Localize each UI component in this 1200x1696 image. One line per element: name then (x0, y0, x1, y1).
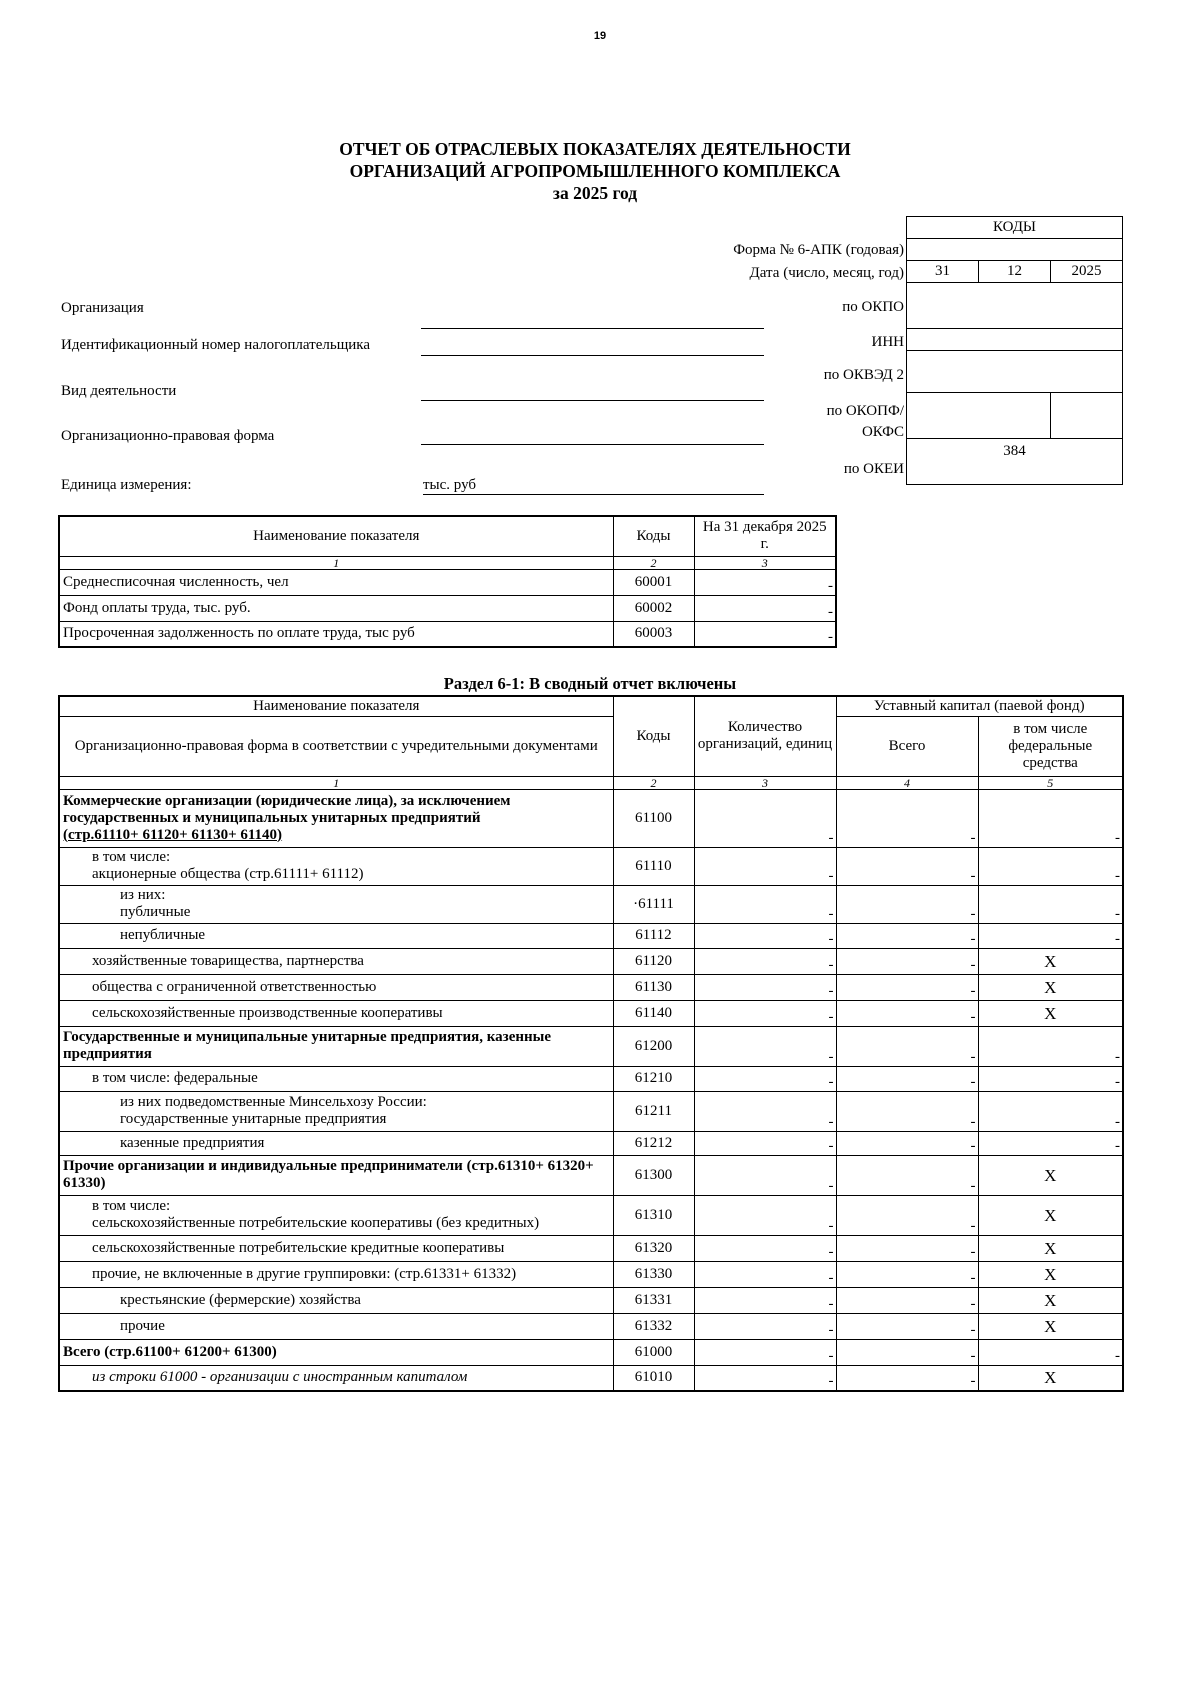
date-label: Дата (число, месяц, год) (749, 265, 904, 281)
row-count: - (694, 1091, 836, 1131)
t2-head-capital: Уставный капитал (паевой фонд) (836, 696, 1123, 716)
row-name-main: в том числе: (92, 1198, 171, 1214)
row-federal: - (978, 1339, 1123, 1365)
inn-label: ИНН (871, 334, 904, 350)
row-name (59, 789, 613, 847)
t2-colnum: 1 (59, 776, 613, 789)
okopf-label: по ОКОПФ/ (826, 403, 904, 419)
row-code: 61211 (613, 1091, 694, 1131)
okei-code-cell: 384 (907, 439, 1123, 485)
row-total: - (836, 1155, 978, 1195)
row-federal: - (978, 847, 1123, 885)
t2-head-name-top: Наименование показателя (59, 696, 613, 716)
t1-colnum: 1 (59, 556, 613, 569)
table-row (59, 885, 1123, 923)
report-title (200, 138, 990, 204)
row-name (59, 1091, 613, 1131)
table-row (59, 1365, 1123, 1391)
row-federal: X (978, 1365, 1123, 1391)
row-name: Среднесписочная численность, чел (59, 569, 613, 595)
table-row (59, 1000, 1123, 1026)
okpo-code-cell (907, 283, 1123, 329)
row-count: - (694, 1026, 836, 1066)
activity-label: Вид деятельности (61, 383, 177, 399)
row-total: - (836, 789, 978, 847)
codes-table (906, 216, 1123, 485)
table-row (59, 1026, 1123, 1066)
row-name: общества с ограниченной ответственностью (59, 974, 613, 1000)
okfs-code-cell (1051, 393, 1123, 439)
row-code: 61130 (613, 974, 694, 1000)
unit-value: тыс. руб (423, 477, 764, 495)
row-federal: - (978, 885, 1123, 923)
okfs-label: ОКФС (861, 424, 904, 440)
row-name: Просроченная задолженность по оплате труда, тыс руб (59, 621, 613, 647)
codes-header: КОДЫ (907, 217, 1123, 239)
title-line-1: ОТЧЕТ ОБ ОТРАСЛЕВЫХ ПОКАЗАТЕЛЯХ ДЕЯТЕЛЬНОСТИ (339, 139, 851, 159)
table-row (59, 1235, 1123, 1261)
row-count: - (694, 974, 836, 1000)
organization-line (421, 328, 764, 329)
row-code: 60002 (613, 595, 694, 621)
t1-head-name: Наименование показателя (59, 516, 613, 556)
row-federal: - (978, 1026, 1123, 1066)
row-name: прочие (59, 1313, 613, 1339)
row-code: 61110 (613, 847, 694, 885)
row-code: 61120 (613, 948, 694, 974)
row-name: сельскохозяйственные производственные кооперативы (59, 1000, 613, 1026)
row-name-main: из них: (120, 887, 166, 903)
row-name (59, 885, 613, 923)
table-row (59, 621, 836, 647)
row-count: - (694, 1000, 836, 1026)
table-row (59, 1066, 1123, 1091)
okved-code-cell (907, 351, 1123, 393)
t2-head-codes: Коды (613, 696, 694, 776)
row-name: крестьянские (фермерские) хозяйства (59, 1287, 613, 1313)
row-total: - (836, 1131, 978, 1155)
row-total: - (836, 1365, 978, 1391)
row-name-main: Коммерческие организации (юридические лица), за исключением государственных и муниципальных унитарных предприятий (63, 792, 511, 826)
row-count: - (694, 923, 836, 948)
row-code: 60001 (613, 569, 694, 595)
row-name-sub: сельскохозяйственные потребительские кооперативы (без кредитных) (92, 1215, 540, 1231)
inn-field-label: Идентификационный номер налогоплательщика (61, 337, 371, 353)
row-total: - (836, 885, 978, 923)
row-count: - (694, 1131, 836, 1155)
row-name-sub: государственные унитарные предприятия (120, 1111, 387, 1127)
inn-code-cell (907, 329, 1123, 351)
row-name-sub: (стр.61110+ 61120+ 61130+ 61140) (63, 826, 283, 843)
table-row (59, 1261, 1123, 1287)
row-total: - (836, 948, 978, 974)
table-row (59, 595, 836, 621)
date-year: 2025 (1051, 261, 1123, 283)
row-count: - (694, 1235, 836, 1261)
okved-label: по ОКВЭД 2 (823, 367, 904, 383)
row-count: - (694, 1365, 836, 1391)
row-value: - (694, 595, 836, 621)
title-line-2: ОРГАНИЗАЦИЙ АГРОПРОМЫШЛЕННОГО КОМПЛЕКСА (349, 161, 841, 181)
row-name: казенные предприятия (59, 1131, 613, 1155)
table-row (59, 569, 836, 595)
row-code: 60003 (613, 621, 694, 647)
title-line-3: за 2025 год (552, 183, 638, 203)
row-code: 61330 (613, 1261, 694, 1287)
row-count: - (694, 1066, 836, 1091)
t1-head-date: На 31 декабря 2025 г. (694, 516, 836, 556)
activity-line (421, 400, 764, 401)
form-label: Форма № 6-АПК (годовая) (733, 242, 904, 258)
row-code: 61000 (613, 1339, 694, 1365)
unit-label: Единица измерения: (61, 477, 192, 493)
okei-label: по ОКЕИ (843, 461, 904, 477)
row-code: 61112 (613, 923, 694, 948)
row-federal: - (978, 1066, 1123, 1091)
row-federal: X (978, 1261, 1123, 1287)
row-federal: - (978, 1131, 1123, 1155)
row-total: - (836, 1287, 978, 1313)
row-name: непубличные (59, 923, 613, 948)
table-row (59, 1313, 1123, 1339)
row-federal: X (978, 1287, 1123, 1313)
row-code: 61200 (613, 1026, 694, 1066)
section-title: Раздел 6-1: В сводный отчет включены (443, 674, 737, 693)
row-code: 61100 (613, 789, 694, 847)
row-name: в том числе: федеральные (59, 1066, 613, 1091)
row-code: 61300 (613, 1155, 694, 1195)
okpo-label: по ОКПО (842, 299, 904, 315)
table-row (59, 1155, 1123, 1195)
row-federal: X (978, 1313, 1123, 1339)
t1-colnum: 2 (613, 556, 694, 569)
row-count: - (694, 948, 836, 974)
legal-form-label: Организационно-правовая форма (61, 428, 275, 444)
row-total: - (836, 847, 978, 885)
row-federal: - (978, 1091, 1123, 1131)
t2-head-total: Всего (836, 716, 978, 776)
indicators-table (58, 515, 837, 648)
table-row (59, 1195, 1123, 1235)
row-federal: X (978, 1000, 1123, 1026)
row-name: Прочие организации и индивидуальные предприниматели (стр.61310+ 61320+ 61330) (59, 1155, 613, 1195)
row-name (59, 1195, 613, 1235)
table-row (59, 789, 1123, 847)
inn-line (421, 355, 764, 356)
page-number: 19 (593, 30, 607, 42)
row-count: - (694, 1287, 836, 1313)
row-code: 61140 (613, 1000, 694, 1026)
row-count: - (694, 1313, 836, 1339)
t2-colnum: 3 (694, 776, 836, 789)
row-name (59, 847, 613, 885)
table-row (59, 948, 1123, 974)
row-total: - (836, 1339, 978, 1365)
t2-head-count: Количество организаций, единиц (694, 696, 836, 776)
row-name-main: из них подведомственные Минсельхозу России: (120, 1094, 427, 1110)
row-name: Всего (стр.61100+ 61200+ 61300) (59, 1339, 613, 1365)
row-code: ·61111 (613, 885, 694, 923)
row-name-sub: акционерные общества (стр.61111+ 61112) (92, 866, 364, 882)
table-row (59, 1091, 1123, 1131)
row-federal: X (978, 1235, 1123, 1261)
row-total: - (836, 1313, 978, 1339)
row-code: 61010 (613, 1365, 694, 1391)
table-row (59, 1131, 1123, 1155)
row-total: - (836, 1026, 978, 1066)
row-federal: X (978, 974, 1123, 1000)
row-code: 61310 (613, 1195, 694, 1235)
row-total: - (836, 1000, 978, 1026)
row-name: Государственные и муниципальные унитарные предприятия, казенные предприятия (59, 1026, 613, 1066)
row-name-main: в том числе: (92, 849, 171, 865)
row-value: - (694, 621, 836, 647)
table-row (59, 923, 1123, 948)
row-federal: X (978, 1155, 1123, 1195)
row-count: - (694, 885, 836, 923)
row-name: хозяйственные товарищества, партнерства (59, 948, 613, 974)
row-total: - (836, 974, 978, 1000)
row-code: 61332 (613, 1313, 694, 1339)
date-day: 31 (907, 261, 979, 283)
row-name-sub: публичные (120, 904, 191, 920)
organization-label: Организация (61, 300, 144, 316)
table-row (59, 974, 1123, 1000)
table-row (59, 1287, 1123, 1313)
table-row (59, 1339, 1123, 1365)
date-month: 12 (979, 261, 1051, 283)
row-count: - (694, 847, 836, 885)
row-count: - (694, 1195, 836, 1235)
row-name: сельскохозяйственные потребительские кредитные кооперативы (59, 1235, 613, 1261)
t2-colnum: 5 (978, 776, 1123, 789)
row-federal: - (978, 923, 1123, 948)
row-total: - (836, 1066, 978, 1091)
t2-head-federal: в том числе федеральные средства (978, 716, 1123, 776)
t1-colnum: 3 (694, 556, 836, 569)
summary-table (58, 695, 1124, 1392)
row-name: прочие, не включенные в другие группировки: (стр.61331+ 61332) (59, 1261, 613, 1287)
row-code: 61210 (613, 1066, 694, 1091)
row-name: из строки 61000 - организации с иностранным капиталом (59, 1365, 613, 1391)
table-row (59, 847, 1123, 885)
row-count: - (694, 1261, 836, 1287)
row-count: - (694, 789, 836, 847)
t1-head-codes: Коды (613, 516, 694, 556)
row-count: - (694, 1155, 836, 1195)
row-total: - (836, 923, 978, 948)
row-federal: X (978, 1195, 1123, 1235)
okopf-code-cell (907, 393, 1051, 439)
row-total: - (836, 1091, 978, 1131)
row-federal: X (978, 948, 1123, 974)
row-code: 61331 (613, 1287, 694, 1313)
row-total: - (836, 1235, 978, 1261)
row-federal: - (978, 789, 1123, 847)
form-code-cell (907, 239, 1123, 261)
row-code: 61320 (613, 1235, 694, 1261)
t2-colnum: 2 (613, 776, 694, 789)
row-name: Фонд оплаты труда, тыс. руб. (59, 595, 613, 621)
row-code: 61212 (613, 1131, 694, 1155)
row-total: - (836, 1195, 978, 1235)
row-total: - (836, 1261, 978, 1287)
row-count: - (694, 1339, 836, 1365)
row-value: - (694, 569, 836, 595)
legal-form-line (421, 444, 764, 445)
t2-colnum: 4 (836, 776, 978, 789)
t2-head-name-sub: Организационно-правовая форма в соответствии с учредительными документами (59, 716, 613, 776)
